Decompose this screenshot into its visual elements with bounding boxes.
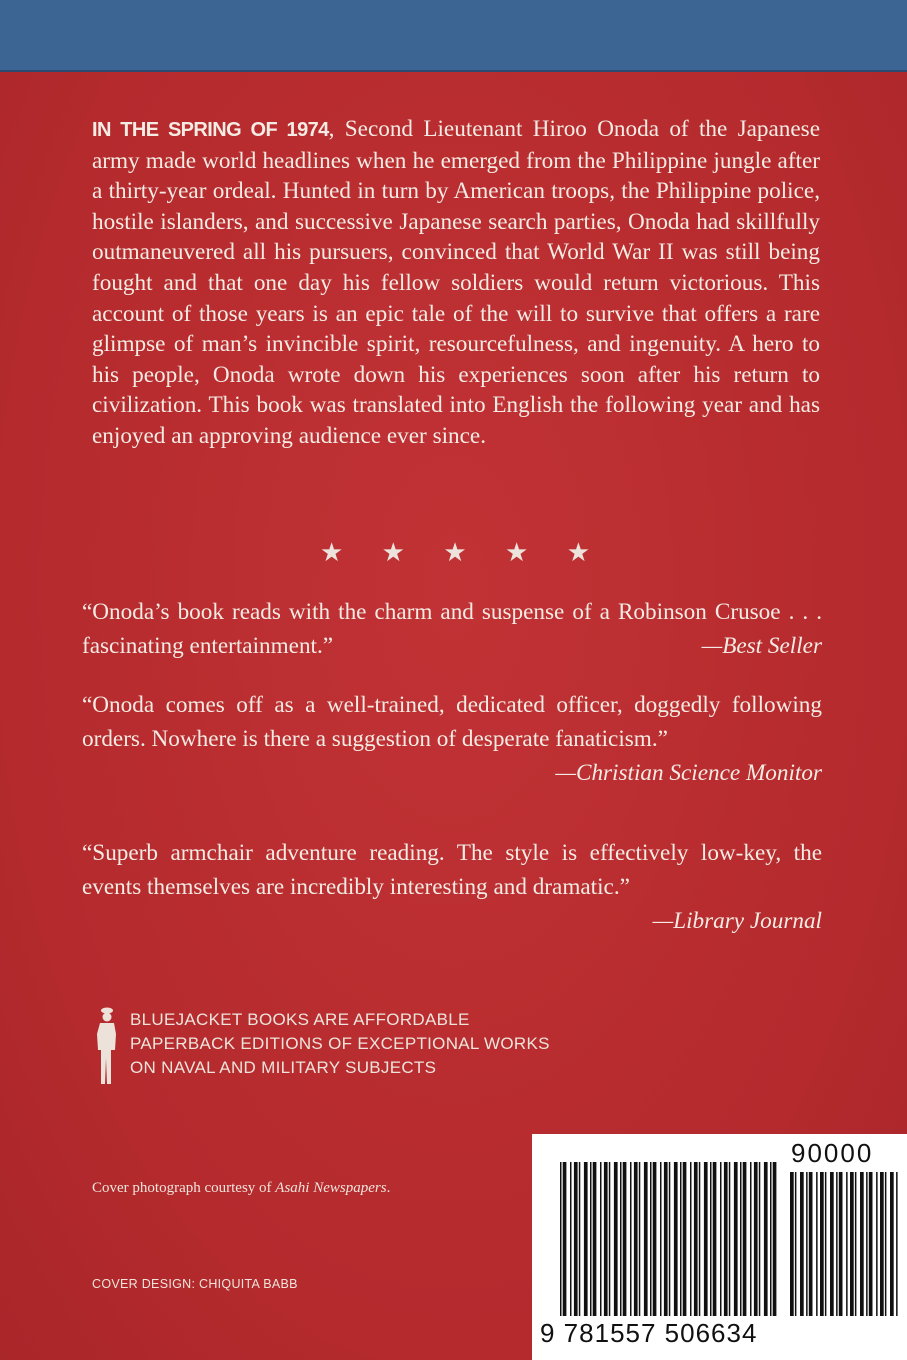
barcode-bar xyxy=(764,1162,768,1316)
sailor-silhouette-icon xyxy=(89,1006,123,1086)
barcode-bar xyxy=(644,1162,648,1316)
barcode-bar xyxy=(669,1162,671,1316)
quote-text: “Superb armchair adventure reading. The style is effectively low-key, the events themselves are incredibly interesting and dramatic.” xyxy=(82,840,822,900)
bluejacket-line: BLUEJACKET BOOKS ARE AFFORDABLE xyxy=(130,1010,470,1029)
barcode-bar xyxy=(890,1172,894,1316)
barcode-bar xyxy=(710,1162,712,1316)
quote-text: “Onoda comes off as a well-trained, dedicated officer, doggedly following orders. Nowhere is there a suggestion of desperate fanaticism.” xyxy=(82,692,822,752)
barcode-bar xyxy=(759,1162,761,1316)
isbn-barcode xyxy=(532,1134,907,1360)
quote-source: —Christian Science Monitor xyxy=(555,760,822,786)
barcode-bar xyxy=(740,1162,742,1316)
star-icon: ★ xyxy=(443,538,467,568)
barcode-bar xyxy=(590,1162,592,1316)
barcode-bar xyxy=(639,1162,641,1316)
review-quote-christian-science-monitor xyxy=(82,688,822,790)
barcode-bar xyxy=(570,1162,572,1316)
barcode-bar xyxy=(770,1162,772,1316)
barcode-bar xyxy=(630,1162,632,1316)
barcode-bar xyxy=(634,1162,638,1316)
barcode-bar xyxy=(614,1162,618,1316)
barcode-bar xyxy=(885,1172,887,1316)
top-blue-band xyxy=(0,0,907,72)
barcode-bar xyxy=(560,1162,562,1316)
star-icon: ★ xyxy=(566,538,590,568)
barcode-bar xyxy=(653,1162,657,1316)
barcode-bar xyxy=(825,1172,827,1316)
barcode-bar xyxy=(773,1162,777,1316)
photo-credit: Cover photograph courtesy of Asahi Newspapers. xyxy=(92,1180,391,1196)
barcode-bar xyxy=(683,1162,687,1316)
barcode-bar xyxy=(866,1172,868,1316)
barcode-bar xyxy=(584,1162,588,1316)
barcode-bar xyxy=(620,1162,622,1316)
barcode-bar xyxy=(623,1162,627,1316)
barcode-bar xyxy=(816,1172,818,1316)
barcode-bar xyxy=(850,1172,854,1316)
barcode-bar xyxy=(729,1162,731,1316)
star-icon: ★ xyxy=(320,538,344,568)
barcode-bar xyxy=(664,1162,668,1316)
star-icon: ★ xyxy=(505,538,529,568)
review-quote-best-seller xyxy=(82,595,822,663)
barcode-bar xyxy=(734,1162,738,1316)
blurb-body: , Second Lieutenant Hiroo Onoda of the Japanese army made world headlines when he emerged from the Philippine jungle after a thirty-year ordeal. Hunted in turn by American troops, the Philippine police, hostile islanders, and successive Japanese search parties, Onoda had skillfully outmaneuvered all his pursuers, convinced that World War II was still being fought and that one day his fellow soldiers would return victorious. This account of those years is an epic tale of the will to survive that offers a rare glimpse of man’s invincible spirit, resourcefulness, and ingenuity. A hero to his people, Onoda wrote down his experiences soon after his return to civilization. This book was translated into English the following year and has enjoyed an approving audience ever since. xyxy=(92,116,820,449)
barcode-bar xyxy=(860,1172,864,1316)
barcode-bar xyxy=(574,1162,578,1316)
barcode-bar xyxy=(880,1172,884,1316)
barcode-bar xyxy=(690,1162,692,1316)
barcode-bar xyxy=(809,1172,813,1316)
bluejacket-line: PAPERBACK EDITIONS OF EXCEPTIONAL WORKS xyxy=(130,1034,550,1053)
quote-source: —Library Journal xyxy=(652,908,822,934)
barcode-bar xyxy=(806,1172,808,1316)
barcode-bar xyxy=(604,1162,608,1316)
barcode-bar xyxy=(694,1162,698,1316)
barcode-bar xyxy=(660,1162,662,1316)
barcode-bar xyxy=(754,1162,758,1316)
barcode-bar xyxy=(563,1162,567,1316)
isbn-digits: 9 781557 506634 xyxy=(540,1318,758,1348)
barcode-bar xyxy=(750,1162,752,1316)
quote-source: —Best Seller xyxy=(701,633,822,659)
barcode-bar xyxy=(600,1162,602,1316)
bluejacket-books-note xyxy=(130,1008,550,1080)
star-icon: ★ xyxy=(381,538,405,568)
barcode-bar xyxy=(830,1172,834,1316)
quote-text: “Onoda’s book reads with the charm and suspense of a Robinson Crusoe . . . fascinating entertainment.” xyxy=(82,599,822,659)
barcode-bar xyxy=(593,1162,597,1316)
star-divider xyxy=(320,538,590,568)
barcode-bar xyxy=(680,1162,682,1316)
barcode-bar xyxy=(839,1172,843,1316)
barcode-bar xyxy=(876,1172,878,1316)
barcode-bar xyxy=(800,1172,804,1316)
barcode-bar xyxy=(743,1162,747,1316)
barcode-bar xyxy=(704,1162,708,1316)
barcode-bar xyxy=(650,1162,652,1316)
barcode-bar xyxy=(609,1162,611,1316)
barcode-bar xyxy=(579,1162,581,1316)
barcode-bar xyxy=(795,1172,797,1316)
barcode-bar xyxy=(855,1172,857,1316)
barcode-bar xyxy=(713,1162,717,1316)
blurb-paragraph xyxy=(92,114,820,452)
barcode-bar xyxy=(699,1162,701,1316)
barcode-bar xyxy=(869,1172,873,1316)
barcode-bar xyxy=(790,1172,794,1316)
price-code: 90000 xyxy=(791,1138,874,1168)
review-quote-library-journal xyxy=(82,836,822,938)
barcode-bar xyxy=(896,1172,898,1316)
barcode-bar xyxy=(820,1172,824,1316)
blurb-lead: IN THE SPRING OF 1974 xyxy=(92,119,329,141)
photo-credit-source: Asahi Newspapers xyxy=(275,1180,387,1196)
bluejacket-line: ON NAVAL AND MILITARY SUBJECTS xyxy=(130,1058,437,1077)
barcode-bar xyxy=(720,1162,722,1316)
barcode-bar xyxy=(674,1162,678,1316)
barcode-bar xyxy=(724,1162,728,1316)
barcode-bar xyxy=(836,1172,838,1316)
cover-design-credit: COVER DESIGN: CHIQUITA BABB xyxy=(92,1277,298,1291)
barcode-bar xyxy=(846,1172,848,1316)
